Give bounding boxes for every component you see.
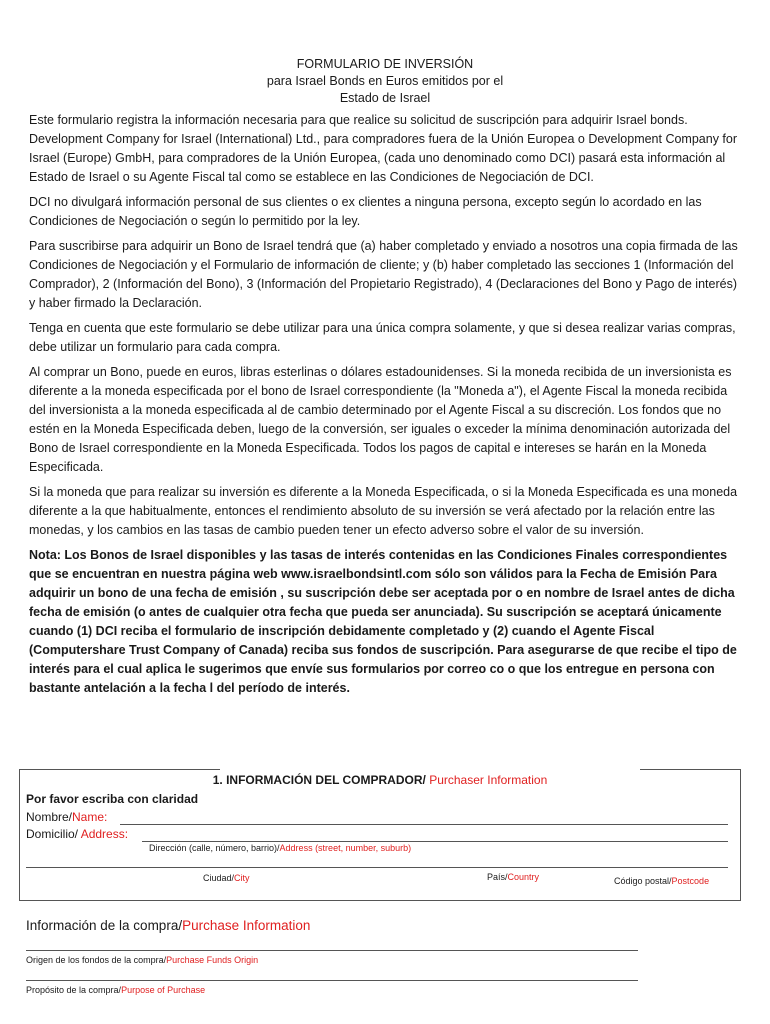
form-title: [0, 56, 770, 107]
name-label-en: Name:: [72, 810, 108, 824]
paragraph: Si la moneda que para realizar su inversión es diferente a la Moneda Especificada, o si la Moneda Especificada es una moneda diferente a la que habitualmente, entonces el rendimiento absoluto de su inversión se verá afectado por la relación entre las monedas, y los cambios en las tasas de cambio pueden tener un efecto adverso sobre el valor de su inversión.: [29, 485, 738, 537]
purpose-es: Propósito de la compra/: [26, 985, 122, 995]
postcode-caption-es: Código postal/: [614, 876, 672, 886]
address-label-es: Domicilio/: [26, 827, 81, 841]
paragraph: Tenga en cuenta que este formulario se debe utilizar para una única compra solamente, y que si desea realizar varias compras, debe utilizar un formulario para cada compra.: [29, 321, 736, 354]
title-line-3: Estado de Israel: [339, 91, 431, 105]
country-caption-es: País/: [487, 872, 508, 882]
section-heading-es: 1. INFORMACIÓN DEL COMPRADOR/: [212, 773, 426, 787]
title-line-1: FORMULARIO DE INVERSIÓN: [296, 57, 474, 71]
street-caption-es: Dirección (calle, número, barrio)/: [149, 843, 280, 853]
city-caption-en: City: [234, 873, 250, 883]
address-label-en: Address:: [80, 827, 129, 841]
funds-origin-caption: [26, 955, 258, 965]
paragraph: Este formulario registra la información necesaria para que realice su solicitud de suscripción para adquirir Israel bonds. Development Company for Israel (International) Ltd., para compradores fuera de la Unión Europea o Development Company for Israel (Europe) GmbH, para compradores de la Unión Europea, (cada uno denominado como DCI) pasará esta información al Estado de Israel o su Agente Fiscal tal como se establece en las Condiciones de Negociación de DCI.: [29, 113, 738, 184]
city-caption-es: Ciudad/: [203, 873, 235, 883]
street-caption-en: Address (street, number, suburb): [279, 843, 412, 853]
purchase-info-heading: [26, 918, 310, 933]
postcode-caption-en: Postcode: [671, 876, 710, 886]
country-caption-en: Country: [507, 872, 540, 882]
purpose-field[interactable]: [26, 980, 638, 981]
city-caption: [203, 873, 250, 883]
funds-origin-field[interactable]: [26, 950, 638, 951]
funds-origin-es: Origen de los fondos de la compra/: [26, 955, 167, 965]
country-caption: [487, 872, 539, 882]
purchase-heading-en: Purchase Information: [182, 918, 311, 933]
postcode-caption: [614, 876, 709, 886]
note-paragraph: Nota: Los Bonos de Israel disponibles y las tasas de interés contenidas en las Condiciones Finales correspondientes que se encuentran en nuestra página web www.israelbondsintl.com sólo son válidos para la Fecha de Emisión Para adquirir un bono de una fecha de emisión , su suscripción debe ser aceptada por o en nombre de Israel antes de dicha fecha de emisión (o antes de cualquier otra fecha que pueda ser anunciada). Su suscripción se aceptará únicamente cuando (1) DCI reciba el formulario de inscripción debidamente completado y (2) cuando el Agente Fiscal (Computershare Trust Company of Canada) reciba sus fondos de suscripción. Para asegurarse de que recibe el tipo de interés para el cual aplica le sugerimos que envíe sus formularios por correo co o que los entregue en persona con bastante antelación a la fecha l del período de interés.: [29, 548, 737, 695]
name-field[interactable]: [120, 824, 728, 825]
funds-origin-en: Purchase Funds Origin: [166, 955, 259, 965]
paragraph: Al comprar un Bono, puede en euros, libras esterlinas o dólares estadounidenses. Si la moneda recibida de un inversionista es diferente a la moneda especificada por el bono de Israel correspondiente (la "Moneda a"), el Agente Fiscal la moneda recibida del inversionista a la moneda especificada al de cambio determinado por el Agente Fiscal a su discreción. Los fondos que no estén en la Moneda Especificada deben, luego de la conversión, ser iguales o exceder la mínima denominación autorizada del Bono de Israel correspondiente en la Moneda Especificada. Todos los pagos de capital e intereses se harán en la Moneda Especificada.: [29, 365, 732, 474]
instruction-text: Por favor escriba con claridad: [26, 792, 199, 806]
paragraph: DCI no divulgará información personal de sus clientes o ex clientes a ninguna persona, excepto según lo acordado en las Condiciones de Negociación o según lo permitido por la ley.: [29, 195, 702, 228]
purchaser-info-section: [19, 769, 741, 901]
title-line-2: para Israel Bonds en Euros emitidos por el: [266, 74, 504, 88]
section-heading-en: Purchaser Information: [429, 773, 548, 787]
purpose-en: Purpose of Purchase: [121, 985, 206, 995]
address-line-2-field[interactable]: [26, 867, 728, 868]
street-caption: [149, 843, 411, 853]
address-field[interactable]: [142, 841, 728, 842]
intro-text: [29, 111, 741, 704]
paragraph: Para suscribirse para adquirir un Bono de Israel tendrá que (a) haber completado y enviado a nosotros una copia firmada de las Condiciones de Negociación y el Formulario de información de cliente; y (b) haber completado las secciones 1 (Información del Comprador), 2 (Información del Bono), 3 (Información del Propietario Registrado), 4 (Declaraciones del Bono y Pago de interés) y haber firmado la Declaración.: [29, 239, 738, 310]
purpose-caption: [26, 985, 205, 995]
name-label: [26, 810, 107, 824]
address-label: [26, 827, 128, 841]
section-heading: [20, 773, 740, 787]
name-label-es: Nombre/: [26, 810, 73, 824]
purchase-heading-es: Información de la compra/: [26, 918, 183, 933]
